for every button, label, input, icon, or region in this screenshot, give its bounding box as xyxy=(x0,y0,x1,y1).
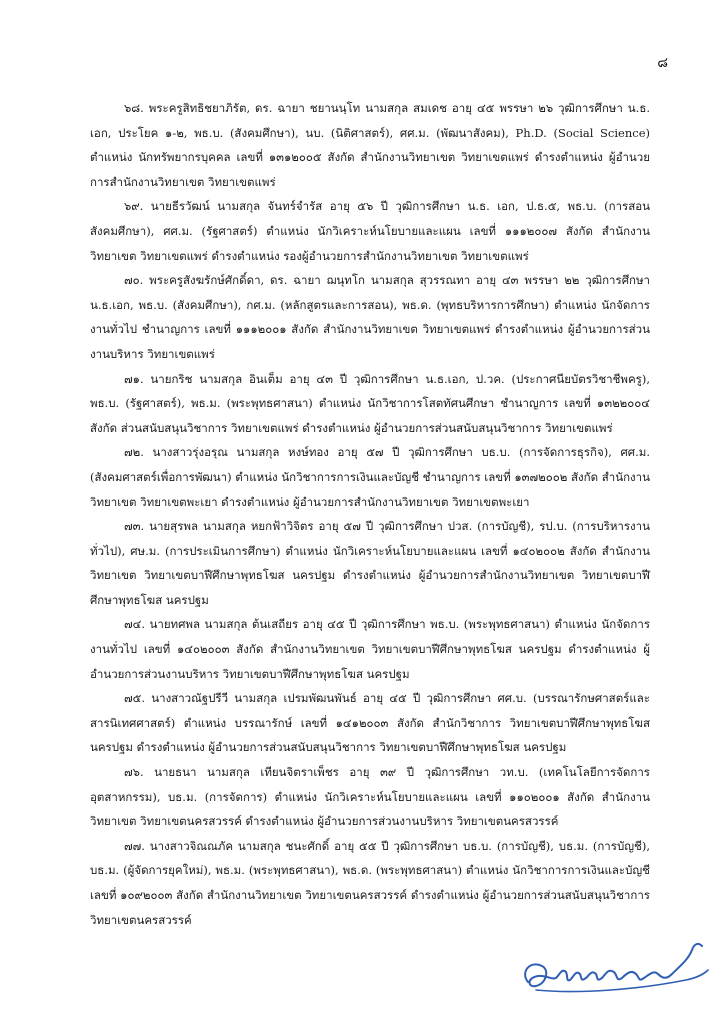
entry-77: ๗๗. นางสาวจิณณภัค นามสกุล ชนะศักดิ์ อายุ ๕๕ ปี วุฒิการศึกษา บธ.บ. (การบัญชี), บธ.ม. (การบัญชี), บธ.ม. (ผู้จัดการยุคใหม่), พธ.ม. (พระพุทธศาสนา), พธ.ด. (พระพุทธศาสนา) ตำแหน่ง นักวิชาการการเงินและบัญชี เลขที่ ๑๐๙๒๐๐๓ สังกัด สำนักงานวิทยาเขต วิทยาเขตนครสวรรค์ ดำรงตำแหน่ง ผู้อำนวยการส่วนสนับสนุนวิชาการ วิทยาเขตนครสวรรค์ xyxy=(90,838,650,927)
handwritten-signature-icon xyxy=(516,920,716,1010)
entry-71: ๗๑. นายกริช นามสกุล อินเต็ม อายุ ๔๓ ปี วุฒิการศึกษา น.ธ.เอก, ป.วค. (ประกาศนียบัตรวิชาชีพครู), พธ.บ. (รัฐศาสตร์), พธ.ม. (พระพุทธศาสนา) ตำแหน่ง นักวิชาการโสตทัศนศึกษา ชำนาญการ เลขที่ ๑๓๒๒๐๐๔ สังกัด ส่วนสนับสนุนวิชาการ วิทยาเขตแพร่ ดำรงตำแหน่ง ผู้อำนวยการส่วนสนับสนุนวิชาการ วิทยาเขตแพร่ xyxy=(90,371,650,435)
entry-72: ๗๒. นางสาวรุ่งอรุณ นามสกุล หงษ์ทอง อายุ ๕๗ ปี วุฒิการศึกษา บธ.บ. (การจัดการธุรกิจ), ศศ.ม. (สังคมศาสตร์เพื่อการพัฒนา) ตำแหน่ง นักวิชาการการเงินและบัญชี ชำนาญการ เลขที่ ๑๓๗๒๐๐๒ สังกัด สำนักงานวิทยาเขต วิทยาเขตพะเยา ดำรงตำแหน่ง ผู้อำนวยการสำนักงานวิทยาเขต วิทยาเขตพะเยา xyxy=(90,445,650,509)
entry-73: ๗๓. นายสุรพล นามสกุล หยกฟ้าวิจิตร อายุ ๕๗ ปี วุฒิการศึกษา ปวส. (การบัญชี), รป.บ. (การบริหารงานทั่วไป), ศษ.ม. (การประเมินการศึกษา) ตำแหน่ง นักวิเคราะห์นโยบายและแผน เลขที่ ๑๔๐๒๐๐๒ สังกัด สำนักงานวิทยาเขต วิทยาเขตบาฬีศึกษาพุทธโฆส นครปฐม ดำรงตำแหน่ง ผู้อำนวยการสำนักงานวิทยาเขต วิทยาเขตบาฬีศึกษาพุทธโฆส นครปฐม xyxy=(90,519,650,607)
entry-69: ๖๙. นายธีรวัฒน์ นามสกุล จันทร์จำรัส อายุ ๕๖ ปี วุฒิการศึกษา น.ธ. เอก, ป.ธ.๕, พธ.บ. (การสอนสังคมศึกษา), ศศ.ม. (รัฐศาสตร์) ตำแหน่ง นักวิเคราะห์นโยบายและแผน เลขที่ ๑๑๑๒๐๐๗ สังกัด สำนักงานวิทยาเขต วิทยาเขตแพร่ ดำรงตำแหน่ง รองผู้อำนวยการสำนักงานวิทยาเขต วิทยาเขตแพร่ xyxy=(90,199,650,263)
entry-68: ๖๘. พระครูสิทธิชยาภิรัต, ดร. ฉายา ชยานนฺโท นามสกุล สมเดช อายุ ๔๕ พรรษา ๒๖ วุฒิการศึกษา น.ธ. เอก, ประโยค ๑-๒, พธ.บ. (สังคมศึกษา), นบ. (นิติศาสตร์), ศศ.ม. (พัฒนาสังคม), Ph.D. (Social Science) ตำแหน่ง นักทรัพยากรบุคคล เลขที่ ๑๓๑๒๐๐๕ สังกัด สำนักงานวิทยาเขต วิทยาเขตแพร่ ดำรงตำแหน่ง ผู้อำนวยการสำนักงานวิทยาเขต วิทยาเขตแพร่ xyxy=(90,101,650,189)
entry-76: ๗๖. นายธนา นามสกุล เทียนจิตราเพ็ชร อายุ ๓๙ ปี วุฒิการศึกษา วท.บ. (เทคโนโลยีการจัดการอุตสาหกรรม), บธ.ม. (การจัดการ) ตำแหน่ง นักวิเคราะห์นโยบายและแผน เลขที่ ๑๑๐๒๐๐๑ สังกัด สำนักงานวิทยาเขต วิทยาเขตนครสวรรค์ ดำรงตำแหน่ง ผู้อำนวยการส่วนงานบริหาร วิทยาเขตนครสวรรค์ xyxy=(90,765,650,829)
entry-75: ๗๕. นางสาวณัฐปรีวี นามสกุล เปรมพัฒนพันธ์ อายุ ๔๕ ปี วุฒิการศึกษา ศศ.บ. (บรรณารักษศาสตร์และสารนิเทศศาสตร์) ตำแหน่ง บรรณารักษ์ เลขที่ ๑๔๑๒๐๐๓ สังกัด สำนักวิชาการ วิทยาเขตบาฬีศึกษาพุทธโฆส นครปฐม ดำรงตำแหน่ง ผู้อำนวยการส่วนสนับสนุนวิชาการ วิทยาเขตบาฬีศึกษาพุทธโฆส นครปฐม xyxy=(90,691,650,755)
signature-stroke xyxy=(525,944,702,986)
page-number: ๘ xyxy=(657,55,668,71)
entry-74: ๗๔. นายทศพล นามสกุล ต้นเสถียร อายุ ๔๕ ปี วุฒิการศึกษา พธ.บ. (พระพุทธศาสนา) ตำแหน่ง นักจัดการงานทั่วไป เลขที่ ๑๔๐๒๐๐๓ สังกัด สำนักงานวิทยาเขต วิทยาเขตบาฬีศึกษาพุทธโฆส นครปฐม ดำรงตำแหน่ง ผู้อำนวยการส่วนงานบริหาร วิทยาเขตบาฬีศึกษาพุทธโฆส นครปฐม xyxy=(90,617,650,681)
document-body xyxy=(90,96,650,932)
entry-70: ๗๐. พระครูสังฆรักษ์ศักดิ์ดา, ดร. ฉายา ฌนุทโก นามสกุล สุวรรณทา อายุ ๔๓ พรรษา ๒๒ วุฒิการศึกษา น.ธ.เอก, พธ.บ. (สังคมศึกษา), กศ.ม. (หลักสูตรและการสอน), พธ.ด. (พุทธบริหารการศึกษา) ตำแหน่ง นักจัดการงานทั่วไป ชำนาญการ เลขที่ ๑๑๑๒๐๐๑ สังกัด สำนักงานวิทยาเขต วิทยาเขตแพร่ ดำรงตำแหน่ง ผู้อำนวยการส่วนงานบริหาร วิทยาเขตแพร่ xyxy=(90,273,650,361)
signature-flourish xyxy=(536,970,708,992)
